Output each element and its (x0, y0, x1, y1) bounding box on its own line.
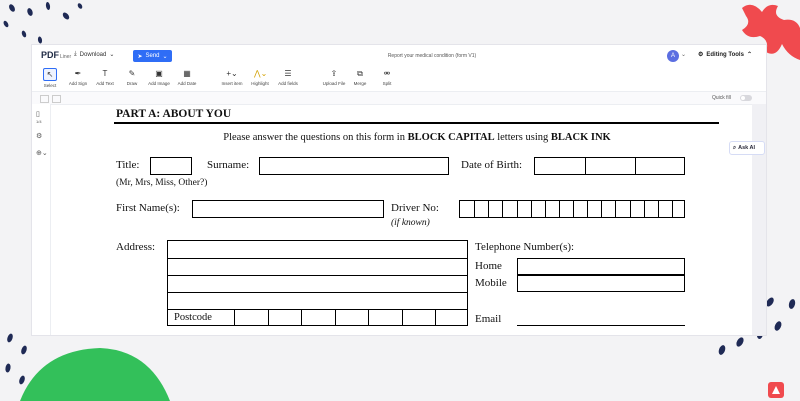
highlighter-icon: ⋀⌄ (254, 69, 268, 78)
driver-no-cell-divider (630, 201, 631, 217)
image-icon: ▣ (155, 69, 163, 78)
tools-icon: ⚙ (698, 52, 704, 58)
tool-label: Insert item (221, 81, 243, 86)
postcode-cell-divider (368, 309, 369, 325)
driver-no-cell-divider (601, 201, 602, 217)
mobile-label: Mobile (475, 277, 507, 289)
address-line (168, 292, 467, 293)
driver-no-cell-divider (644, 201, 645, 217)
driver-no-cell-divider (488, 201, 489, 217)
pdf-brand-mark (768, 382, 784, 398)
quick-fill-label: Quick fill (712, 95, 731, 101)
editing-tools-button[interactable] (698, 51, 752, 58)
tool-label: Merge (353, 81, 367, 86)
pages-icon[interactable]: ▯ (36, 111, 40, 118)
tool-insert-item[interactable] (220, 68, 244, 86)
instr-bold-1: BLOCK CAPITAL (407, 132, 495, 143)
tool-add-text[interactable] (93, 68, 117, 86)
account-chevron-icon[interactable]: ⌄ (681, 52, 687, 58)
form-fields-icon: ☰ (284, 69, 292, 78)
ask-ai-button[interactable] (729, 141, 765, 155)
tool-select[interactable] (38, 68, 62, 88)
cursor-icon: ↖ (43, 68, 57, 81)
driver-no-hint: (if known) (391, 218, 430, 228)
calendar-icon: ▦ (183, 69, 191, 78)
driver-no-cell-divider (559, 201, 560, 217)
surname-label: Surname: (207, 159, 250, 171)
telephone-label: Telephone Number(s): (475, 241, 575, 253)
tool-label: Add Text (96, 81, 114, 86)
postcode-cell-divider (301, 309, 302, 325)
dob-field[interactable] (534, 157, 685, 175)
dob-label: Date of Birth: (461, 159, 523, 171)
logo-subtext: Liner (60, 54, 72, 60)
postcode-cell-divider (335, 309, 336, 325)
address-line (168, 258, 467, 259)
download-icon: ⤓ (74, 51, 77, 57)
driver-no-cell-divider (658, 201, 659, 217)
app-logo[interactable] (41, 50, 71, 60)
page-count: 1/4 (36, 119, 42, 124)
tool-label: Split (382, 81, 392, 86)
postcode-cell-divider (268, 309, 269, 325)
ai-chat-icon: ⌕ (733, 144, 737, 151)
driver-no-cell-divider (517, 201, 518, 217)
plus-icon: +⌄ (226, 69, 238, 78)
email-label: Email (475, 313, 502, 325)
driver-no-field[interactable] (459, 200, 685, 218)
send-label: Send (145, 53, 160, 59)
avatar[interactable]: A (667, 50, 679, 62)
tool-label: Highlight (251, 81, 269, 86)
first-names-field[interactable] (192, 200, 384, 218)
tool-upload-file[interactable] (322, 68, 346, 86)
driver-no-cell-divider (531, 201, 532, 217)
postcode-cell-divider (234, 309, 235, 325)
quick-fill-toggle[interactable] (740, 95, 752, 101)
postcode-cell-divider (435, 309, 436, 325)
address-label: Address: (116, 241, 156, 253)
editing-tools-label: Editing Tools (706, 51, 744, 58)
chevron-down-icon: ⌄ (109, 52, 115, 58)
top-bar (32, 45, 766, 68)
address-field[interactable] (167, 240, 468, 326)
tool-label: Add Sign (68, 81, 88, 86)
tool-draw[interactable] (120, 68, 144, 86)
driver-no-cell-divider (545, 201, 546, 217)
driver-no-label: Driver No: (391, 202, 439, 214)
merge-icon: ⧉ (357, 69, 363, 78)
download-button[interactable] (74, 51, 114, 58)
surname-field[interactable] (259, 157, 449, 175)
tool-add-image[interactable] (147, 68, 171, 86)
zoom-icon[interactable]: ⊕⌄ (36, 150, 48, 157)
tool-merge[interactable] (348, 68, 372, 86)
redo-icon[interactable] (52, 95, 61, 103)
tool-add-fields[interactable] (276, 68, 300, 86)
tool-label: Add Image (148, 81, 170, 86)
left-rail (32, 104, 51, 335)
section-title: PART A: ABOUT YOU (116, 108, 232, 120)
mobile-phone-field[interactable] (517, 275, 685, 292)
address-line (168, 275, 467, 276)
instr-text-2: letters using (494, 132, 551, 143)
tool-label: Add Date (177, 81, 197, 86)
decor-dots-top-left (0, 0, 90, 50)
document-title: Report your medical condition (form V1) (387, 53, 477, 59)
secondary-bar (32, 92, 766, 105)
section-rule (114, 122, 719, 124)
ask-ai-label: Ask AI (738, 145, 756, 151)
instr-bold-2: BLACK INK (550, 132, 611, 143)
tool-add-sign[interactable] (66, 68, 90, 86)
driver-no-cell-divider (615, 201, 616, 217)
logo-text: PDF (41, 50, 59, 60)
download-label: Download (79, 51, 107, 58)
dob-divider (635, 158, 636, 174)
tool-label: Select (43, 83, 57, 88)
editing-toolbar (32, 67, 766, 92)
pdf-editor-window (32, 45, 766, 335)
tool-label: Add fields (278, 81, 298, 86)
postcode-cell-divider (402, 309, 403, 325)
driver-no-cell-divider (502, 201, 503, 217)
text-icon: T (102, 69, 108, 78)
dob-divider (585, 158, 586, 174)
gear-icon[interactable]: ⚙ (36, 133, 43, 140)
signature-icon: ✒ (74, 69, 82, 78)
tool-split[interactable] (375, 68, 399, 86)
driver-no-cell-divider (587, 201, 588, 217)
postcode-boxes[interactable] (234, 309, 467, 325)
home-label: Home (475, 260, 502, 272)
driver-no-cell-divider (573, 201, 574, 217)
pdf-page (102, 107, 732, 335)
pencil-icon: ✎ (128, 69, 136, 78)
driver-no-cell-divider (474, 201, 475, 217)
undo-icon[interactable] (40, 95, 49, 103)
title-label: Title: (116, 159, 140, 171)
email-field[interactable] (517, 325, 685, 326)
instr-text-1: Please answer the questions on this form in (223, 132, 408, 143)
tool-label: Draw (126, 81, 138, 86)
instructions (102, 132, 732, 143)
send-icon: ➤ (137, 53, 143, 60)
tool-highlight[interactable] (248, 68, 272, 86)
right-rail (752, 104, 766, 335)
home-phone-field[interactable] (517, 258, 685, 275)
first-names-label: First Name(s): (116, 202, 180, 214)
split-icon: ⚮ (383, 69, 391, 78)
title-field[interactable] (150, 157, 192, 175)
tool-add-date[interactable] (175, 68, 199, 86)
chevron-up-icon: ⌃ (746, 52, 752, 58)
send-button[interactable] (133, 50, 172, 62)
postcode-label: Postcode (174, 312, 212, 323)
chevron-down-icon: ⌄ (162, 53, 168, 60)
driver-no-cell-divider (672, 201, 673, 217)
tool-label: Upload File (322, 81, 346, 86)
upload-icon: ⇪ (330, 69, 338, 78)
title-hint: (Mr, Mrs, Miss, Other?) (116, 178, 208, 188)
